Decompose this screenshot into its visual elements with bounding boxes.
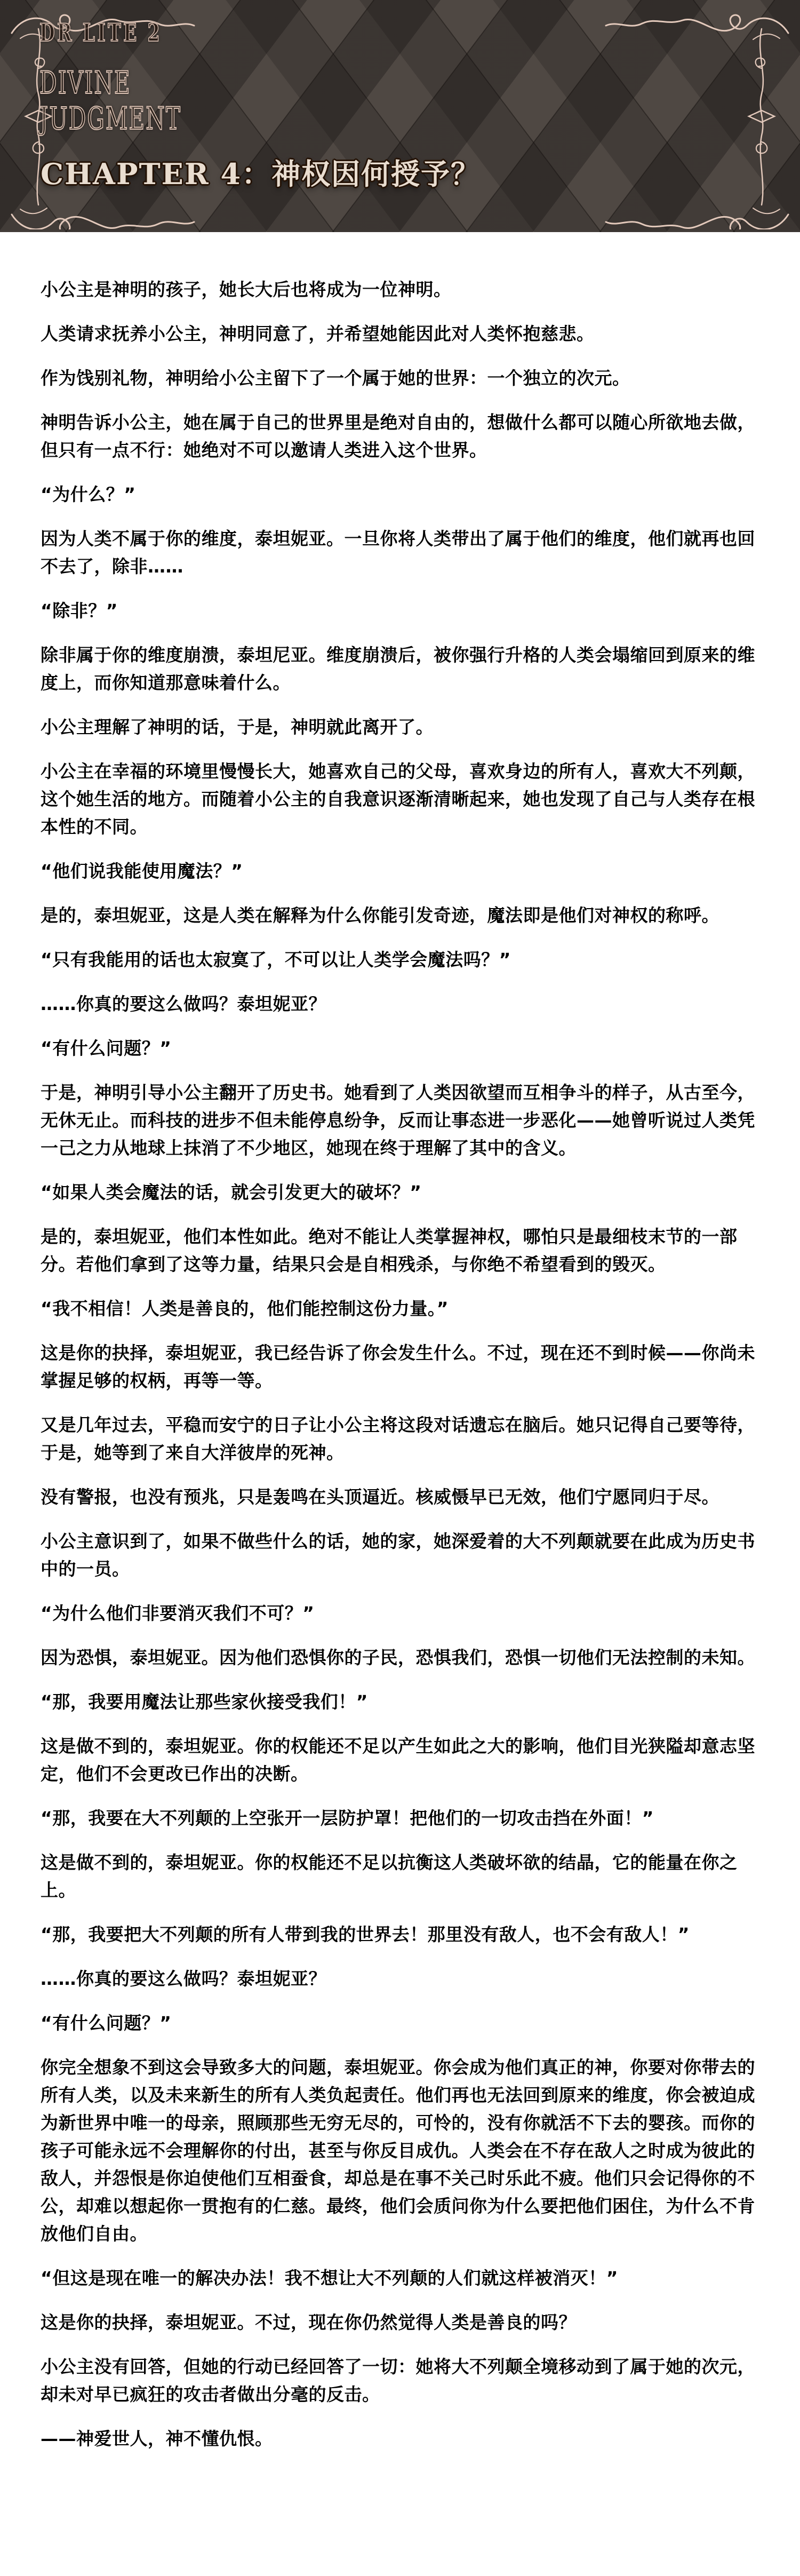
story-paragraph: 没有警报，也没有预兆，只是轰鸣在头顶逼近。核威慑早已无效，他们宁愿同归于尽。 — [41, 1486, 719, 1507]
story-paragraph: 是的，泰坦妮亚，他们本性如此。绝对不能让人类掌握神权，哪怕只是最细枝末节的一部分。若他们拿到了这等力量，结果只会是自相残杀，与你绝不希望看到的毁灭。 — [41, 1226, 738, 1275]
story-paragraph: 作为饯别礼物，神明给小公主留下了一个属于她的世界：一个独立的次元。 — [41, 368, 630, 388]
story-paragraph: 因为人类不属于你的维度，泰坦妮亚。一旦你将人类带出了属于他们的维度，他们就再也回不去了，除非…… — [41, 528, 755, 577]
story — [0, 232, 800, 2511]
story-paragraph: “但这是现在唯一的解决办法！我不想让大不列颠的人们就这样被消灭！” — [41, 2268, 618, 2288]
story-paragraph: 这是做不到的，泰坦妮亚。你的权能还不足以抗衡这人类破坏欲的结晶，它的能量在你之上。 — [41, 1852, 738, 1901]
story-paragraph: 小公主在幸福的环境里慢慢长大，她喜欢自己的父母，喜欢身边的所有人，喜欢大不列颠，这个她生活的地方。而随着小公主的自我意识逐渐清晰起来，她也发现了自己与人类存在根本性的不同。 — [41, 761, 755, 837]
story-paragraph: “那，我要把大不列颠的所有人带到我的世界去！那里没有敌人，也不会有敌人！” — [41, 1924, 690, 1945]
game-title-line1: DIVINE — [39, 65, 131, 101]
story-paragraph: “为什么他们非要消灭我们不可？” — [41, 1603, 315, 1624]
story-paragraph: ……你真的要这么做吗？泰坦妮亚？ — [41, 993, 326, 1014]
chapter-banner — [0, 0, 800, 232]
story-paragraph: 这是你的抉择，泰坦妮亚，我已经告诉了你会发生什么。不过，现在还不到时候——你尚未掌握足够的权柄，再等一等。 — [41, 1342, 755, 1391]
game-title-line2: JUDGMENT — [39, 100, 182, 137]
game-title — [39, 65, 181, 137]
story-paragraph: “那，我要用魔法让那些家伙接受我们！” — [41, 1691, 368, 1712]
story-paragraph: “有什么问题？” — [41, 2013, 172, 2033]
story-paragraph: 又是几年过去，平稳而安宁的日子让小公主将这段对话遗忘在脑后。她只记得自己要等待，于是，她等到了来自大洋彼岸的死神。 — [41, 1414, 755, 1463]
story-paragraph: 神明告诉小公主，她在属于自己的世界里是绝对自由的，想做什么都可以随心所欲地去做，但只有一点不行：她绝对不可以邀请人类进入这个世界。 — [41, 412, 755, 460]
story-paragraph: “他们说我能使用魔法？” — [41, 861, 243, 881]
story-paragraph: “有什么问题？” — [41, 1038, 172, 1059]
story-paragraph: 小公主是神明的孩子，她长大后也将成为一位神明。 — [41, 279, 452, 300]
story-paragraph: 这是做不到的，泰坦妮亚。你的权能还不足以产生如此之大的影响，他们目光狭隘却意志坚定，他们不会更改已作出的决断。 — [41, 1736, 755, 1784]
story-paragraphs — [41, 276, 763, 2453]
story-paragraph: 小公主理解了神明的话，于是，神明就此离开了。 — [41, 717, 434, 737]
story-paragraph: 于是，神明引导小公主翻开了历史书。她看到了人类因欲望而互相争斗的样子，从古至今，无休无止。而科技的进步不但未能停息纷争，反而让事态进一步恶化——她曾听说过人类凭一己之力从地球上抹消了不少地区，她现在终于理解了其中的含义。 — [41, 1082, 755, 1158]
story-paragraph: 小公主意识到了，如果不做些什么的话，她的家，她深爱着的大不列颠就要在此成为历史书中的一员。 — [41, 1531, 755, 1579]
story-paragraph: 因为恐惧，泰坦妮亚。因为他们恐惧你的子民，恐惧我们，恐惧一切他们无法控制的未知。 — [41, 1647, 755, 1668]
story-paragraph: 除非属于你的维度崩溃，泰坦尼亚。维度崩溃后，被你强行升格的人类会塌缩回到原来的维度上，而你知道那意味着什么。 — [41, 645, 755, 693]
story-paragraph: 这是你的抉择，泰坦妮亚。不过，现在你仍然觉得人类是善良的吗？ — [41, 2312, 577, 2333]
story-paragraph: ——神爱世人，神不懂仇恨。 — [41, 2428, 273, 2449]
story-paragraph: 你完全想象不到这会导致多大的问题，泰坦妮亚。你会成为他们真正的神，你要对你带去的所有人类，以及未来新生的所有人类负起责任。他们再也无法回到原来的维度，你会被迫成为新世界中唯一的母亲，照顾那些无穷无尽的，可怜的，没有你就活不下去的婴孩。而你的孩子可能永远不会理解你的付出，甚至与你反目成仇。人类会在不存在敌人之时成为彼此的敌人，并怨恨是你迫使他们互相蚕食，却总是在事不关己时乐此不疲。他们只会记得你的不公，却难以想起你一贯抱有的仁慈。最终，他们会质问你为什么要把他们困住，为什么不肯放他们自由。 — [41, 2057, 755, 2244]
story-paragraph: ……你真的要这么做吗？泰坦妮亚？ — [41, 1968, 326, 1989]
story-paragraph: “那，我要在大不列颠的上空张开一层防护罩！把他们的一切攻击挡在外面！” — [41, 1808, 654, 1828]
story-paragraph: 小公主没有回答，但她的行动已经回答了一切：她将大不列颠全境移动到了属于她的次元，却未对早已疯狂的攻击者做出分毫的反击。 — [41, 2356, 755, 2405]
story-paragraph: 是的，泰坦妮亚，这是人类在解释为什么你能引发奇迹，魔法即是他们对神权的称呼。 — [41, 905, 719, 926]
story-paragraph: “我不相信！人类是善良的，他们能控制这份力量。” — [41, 1298, 449, 1319]
series-title: DR LITE 2 — [39, 18, 162, 47]
story-paragraph: “只有我能用的话也太寂寞了，不可以让人类学会魔法吗？” — [41, 949, 511, 970]
story-paragraph: “为什么？” — [41, 484, 136, 505]
chapter-title: CHAPTER 4：神权因何授予？ — [41, 157, 481, 191]
story-paragraph: “如果人类会魔法的话，就会引发更大的破坏？” — [41, 1182, 422, 1203]
story-paragraph: “除非？” — [41, 600, 118, 621]
corner-flourish-right-icon — [593, 5, 796, 229]
story-paragraph: 人类请求抚养小公主，神明同意了，并希望她能因此对人类怀抱慈悲。 — [41, 323, 595, 344]
